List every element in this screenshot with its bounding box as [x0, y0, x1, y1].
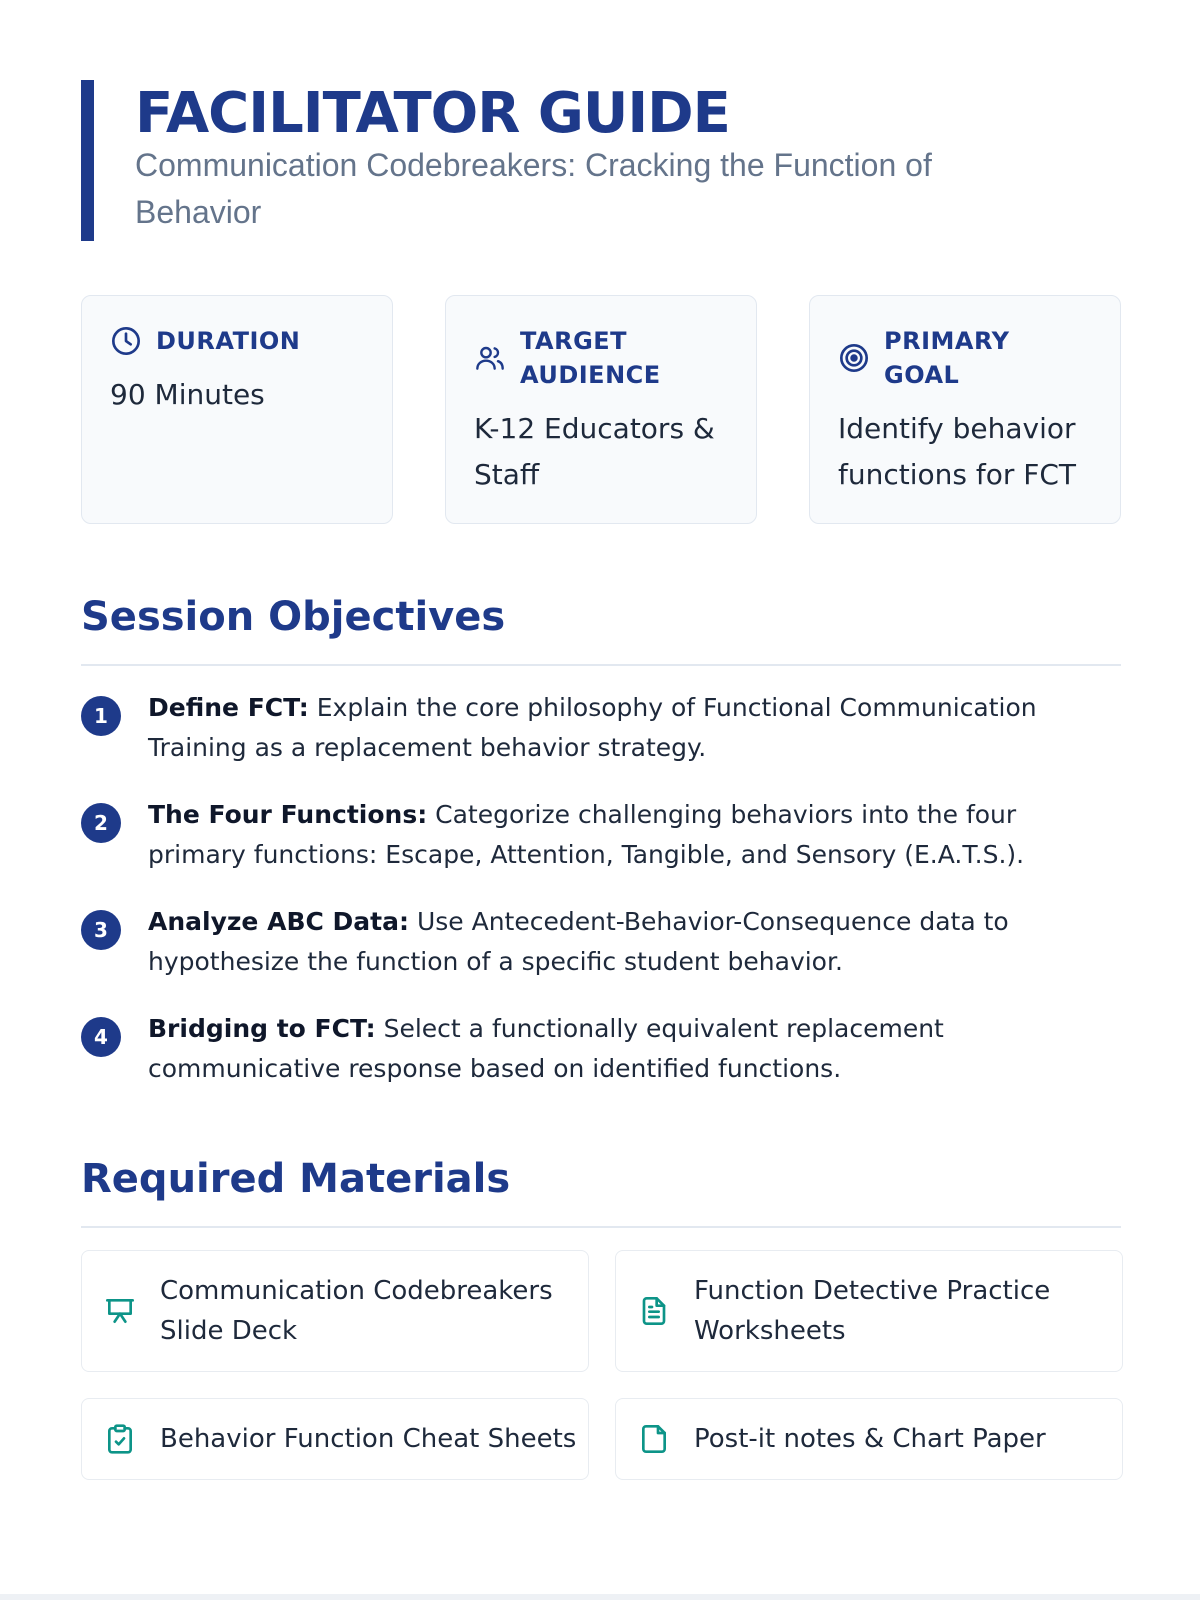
- duration-card: [81, 295, 393, 524]
- primary-goal-value: Identify behavior functions for FCT: [838, 412, 1077, 491]
- target-audience-card: [445, 295, 757, 524]
- page-title: FACILITATOR GUIDE: [135, 81, 730, 146]
- primary-goal-card: [809, 295, 1121, 524]
- target-audience-value: K-12 Educators & Staff: [474, 412, 715, 491]
- objective-term: Analyze ABC Data:: [148, 907, 409, 936]
- material-label: Function Detective Practice Worksheets: [694, 1276, 1051, 1346]
- number-badge: 1: [81, 696, 121, 736]
- material-item: [81, 1398, 589, 1480]
- material-item: [615, 1250, 1123, 1372]
- list-item: [81, 1009, 1121, 1089]
- objective-text: Use Antecedent-Behavior-Consequence data to hypothesize the function of a specific student behavior.: [148, 907, 1009, 976]
- number-badge: 4: [81, 1017, 121, 1057]
- material-label: Communication Codebreakers Slide Deck: [160, 1276, 553, 1346]
- duration-label: DURATION: [156, 327, 301, 355]
- users-icon: [474, 342, 506, 374]
- presentation-icon: [104, 1295, 136, 1327]
- objective-text: Explain the core philosophy of Functional Communication Training as a replacement behavior strategy.: [148, 693, 1037, 762]
- clock-icon: [110, 325, 142, 357]
- objective-term: Bridging to FCT:: [148, 1014, 376, 1043]
- material-label: Behavior Function Cheat Sheets: [160, 1424, 577, 1454]
- document-icon: [638, 1295, 670, 1327]
- target-icon: [838, 342, 870, 374]
- number-badge: 2: [81, 803, 121, 843]
- guide-header: [81, 80, 1121, 241]
- target-audience-label: TARGET AUDIENCE: [520, 327, 661, 389]
- objective-term: Define FCT:: [148, 693, 309, 722]
- objective-term: The Four Functions:: [148, 800, 428, 829]
- sticky-note-icon: [638, 1423, 670, 1455]
- page-subtitle: Communication Codebreakers: Cracking the Function of Behavior: [135, 147, 932, 230]
- material-item: [81, 1250, 589, 1372]
- objectives-list: [81, 688, 1121, 1116]
- objective-text: Select a functionally equivalent replacement communicative response based on identified functions.: [148, 1014, 944, 1083]
- objective-text: Categorize challenging behaviors into the four primary functions: Escape, Attention, Tangible, and Sensory (E.A.T.S.).: [148, 800, 1025, 869]
- list-item: [81, 795, 1121, 875]
- list-item: [81, 902, 1121, 982]
- list-item: [81, 688, 1121, 768]
- material-label: Post-it notes & Chart Paper: [694, 1424, 1046, 1454]
- duration-value: 90 Minutes: [110, 378, 265, 411]
- number-badge: 3: [81, 910, 121, 950]
- page-footer-strip: [0, 1594, 1200, 1600]
- section-heading-materials: Required Materials: [81, 1152, 1121, 1228]
- clipboard-check-icon: [104, 1423, 136, 1455]
- section-heading-objectives: Session Objectives: [81, 590, 1121, 666]
- primary-goal-label: PRIMARY GOAL: [884, 327, 1010, 389]
- info-cards: [81, 295, 1121, 524]
- material-item: [615, 1398, 1123, 1480]
